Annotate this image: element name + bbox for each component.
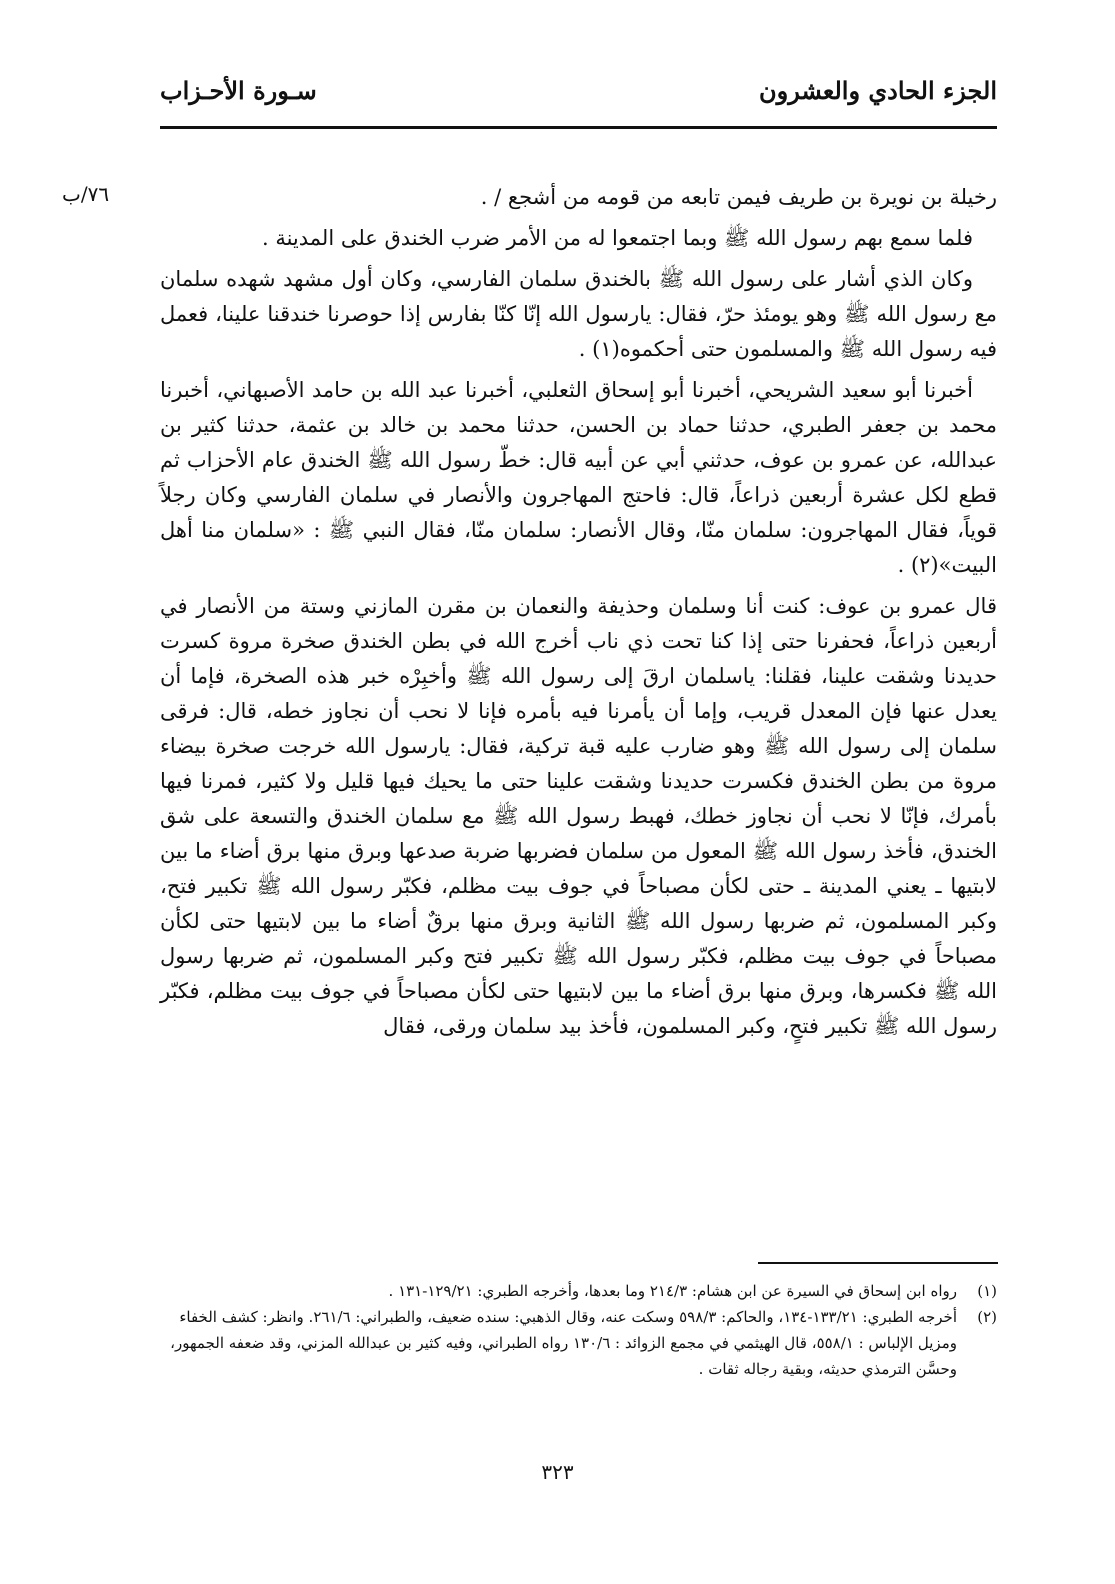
footnote — [160, 1304, 997, 1382]
footnote-number: (١) — [977, 1282, 997, 1300]
footnotes — [160, 1278, 997, 1382]
paragraph: فلما سمع بهم رسول الله ﷺ وبما اجتمعوا له من الأمر ضرب الخندق على المدينة . — [261, 226, 973, 250]
running-header — [160, 76, 997, 116]
paragraph: رخيلة بن نويرة بن طريف فيمن تابعه من قومه من أشجع / . — [480, 185, 997, 209]
manuscript-folio-marker: ٧٦/ب — [62, 182, 110, 206]
footnote-text: أخرجه الطبري: ١٣٣/٢١-١٣٤، والحاكم: ٥٩٨/٣ وسكت عنه، وقال الذهبي: سنده ضعيف، والطبراني: ٢٦١/٦. وانظر: كشف الخفاء ومزيل الإلباس : ٥٥٨/١، قال الهيثمي في مجمع الزوائد : ١٣٠/٦ رواه الطبراني، وفيه كثير بن عبدالله المزني، وقد ضعفه الجمهور، وحسَّن الترمذي حديثه، وبقية رجاله ثقات . — [170, 1308, 957, 1378]
surah-title: سـورة الأحـزاب — [160, 76, 317, 105]
page-number: ٣٢٣ — [541, 1460, 574, 1484]
main-text — [160, 180, 997, 1050]
paragraph: وكان الذي أشار على رسول الله ﷺ بالخندق سلمان الفارسي، وكان أول مشهد شهده سلمان مع رسول الله ﷺ وهو يومئذ حرّ، فقال: يارسول الله إنّا كنّا بفارس إذا حوصرنا خندقنا علينا، فعمل فيه رسول الله ﷺ والمسلمون حتى أحكموه(١) . — [160, 267, 997, 361]
paragraph: قال عمرو بن عوف: كنت أنا وسلمان وحذيفة والنعمان بن مقرن المازني وستة من الأنصار في أربعين ذراعاً، فحفرنا حتى إذا كنا تحت ذي ناب أخرج الله في بطن الخندق صخرة مروة كسرت حديدنا وشقت علينا، فقلنا: ياسلمان ارقَ إلى رسول الله ﷺ وأخبِرْه خبر هذه الصخرة، فإما أن يعدل عنها فإن المعدل قريب، وإما أن يأمرنا فيه بأمره فإنا لا نحب أن نجاوز خطه، قال: فرقى سلمان إلى رسول الله ﷺ وهو ضارب عليه قبة تركية، فقال: يارسول الله خرجت صخرة بيضاء مروة من بطن الخندق فكسرت حديدنا وشقت علينا حتى ما يحيك فيها قليل ولا كثير، فمرنا فيها بأمرك، فإنّا لا نحب أن نجاوز خطك، فهبط رسول الله ﷺ مع سلمان الخندق والتسعة على شق الخندق، فأخذ رسول الله ﷺ المعول من سلمان فضربها ضربة صدعها وبرق منها برق أضاء ما بين لابتيها ـ يعني المدينة ـ حتى لكأن مصباحاً في جوف بيت مظلم، فكبّر رسول الله ﷺ تكبير فتح، وكبر المسلمون، ثم ضربها رسول الله ﷺ الثانية وبرق منها برقٌ أضاء ما بين لابتيها حتى لكأن مصباحاً في جوف بيت مظلم، فكبّر رسول الله ﷺ تكبير فتح وكبر المسلمون، ثم ضربها رسول الله ﷺ فكسرها، وبرق منها برق أضاء ما بين لابتيها حتى لكأن مصباحاً في جوف بيت مظلم، فكبّر رسول الله ﷺ تكبير فتحٍ، وكبر المسلمون، فأخذ بيد سلمان ورقى، فقال — [160, 594, 997, 1038]
footnote-number: (٢) — [977, 1308, 997, 1326]
footnote — [160, 1278, 997, 1304]
part-title: الجزء الحادي والعشرون — [759, 76, 997, 105]
paragraph: أخبرنا أبو سعيد الشريحي، أخبرنا أبو إسحاق الثعلبي، أخبرنا عبد الله بن حامد الأصبهاني، أخبرنا محمد بن جعفر الطبري، حدثنا حماد بن الحسن، حدثنا محمد بن خالد بن عثمة، حدثنا كثير بن عبدالله، عن عمرو بن عوف، حدثني أبي عن أبيه قال: خطّ رسول الله ﷺ الخندق عام الأحزاب ثم قطع لكل عشرة أربعين ذراعاً، قال: فاحتج المهاجرون والأنصار في سلمان الفارسي وكان رجلاً قوياً، فقال المهاجرون: سلمان منّا، وقال الأنصار: سلمان منّا، فقال النبي ﷺ : «سلمان منا أهل البيت»(٢) . — [160, 378, 997, 577]
header-divider — [160, 126, 997, 129]
footnote-text: رواه ابن إسحاق في السيرة عن ابن هشام: ٢١٤/٣ وما بعدها، وأخرجه الطبري: ١٢٩/٢١-١٣١ . — [388, 1282, 957, 1300]
footnote-divider — [758, 1262, 998, 1264]
